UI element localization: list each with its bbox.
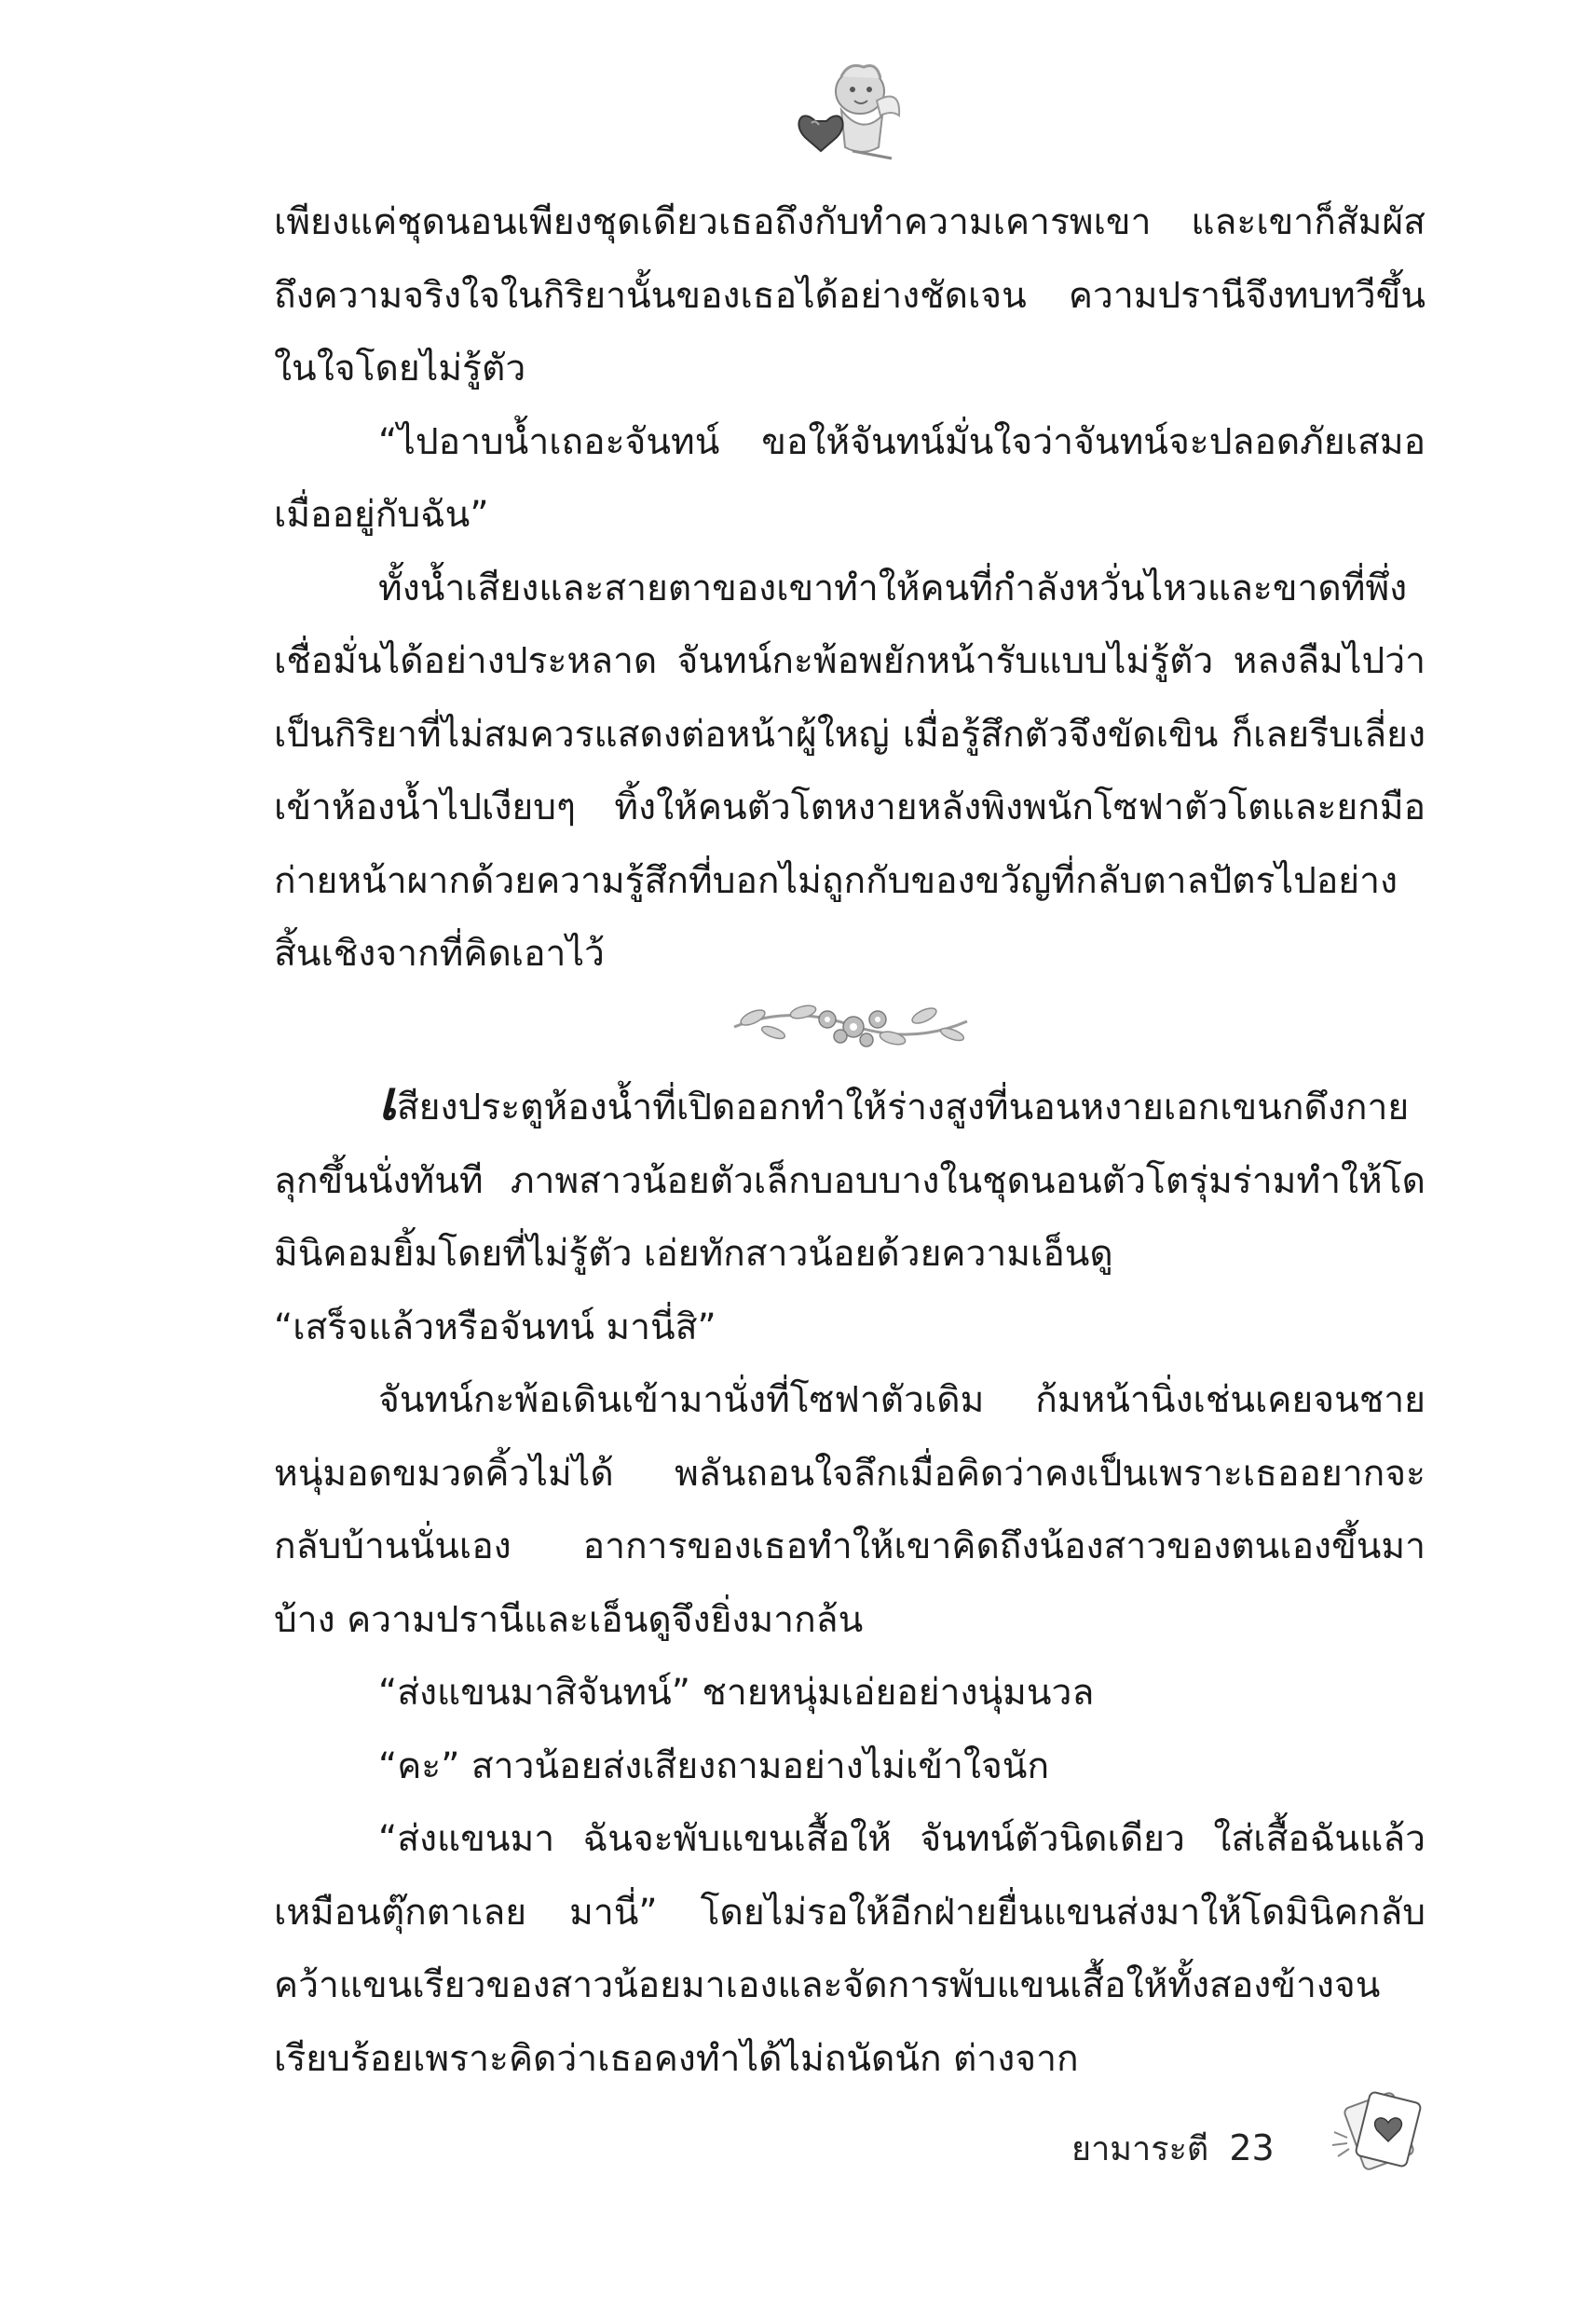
dropcap-paragraph-text: สียงประตูห้องน้ำที่เปิดออกทำให้ร่างสูงที่นอนหงายเอกเขนกดึงกายลุกขึ้นนั่งทันที ภาพสาวน้อยตัวเล็กบอบบางในชุดนอนตัวโตรุ่มร่ามทำให้โดมินิคอมยิ้มโดยที่ไม่รู้ตัว เอ่ยทักสาวน้อยด้วยความเอ็นดู [274, 1087, 1425, 1275]
paragraph: “เสร็จแล้วหรือจันทน์ มานี่สิ” [274, 1306, 716, 1348]
body-text-section-1 [274, 186, 1425, 991]
dropcap-paragraph [274, 1069, 1425, 1292]
cupid-with-heart-icon [787, 54, 908, 164]
paragraph: “ไปอาบน้ำเถอะจันทน์ ขอให้จันทน์มั่นใจว่าจันทน์จะปลอดภัยเสมอเมื่ออยู่กับฉัน” [274, 420, 1425, 536]
paragraph: ทั้งน้ำเสียงและสายตาของเขาทำให้คนที่กำลังหวั่นไหวและขาดที่พึ่งเชื่อมั่นได้อย่างประหลาด จันทน์กะพ้อพยักหน้ารับแบบไม่รู้ตัว หลงลืมไปว่าเป็นกิริยาที่ไม่สมควรแสดงต่อหน้าผู้ใหญ่ เมื่อรู้สึกตัวจึงขัดเขิน ก็เลยรีบเลี่ยงเข้าห้องน้ำไปเงียบๆ ทิ้งให้คนตัวโตหงายหลังพิงพนักโซฟาตัวโตและยกมือก่ายหน้าผากด้วยความรู้สึกที่บอกไม่ถูกกับของขวัญที่กลับตาลปัตรไปอย่างสิ้นเชิงจากที่คิดเอาไว้ [274, 567, 1425, 975]
paragraph: “ส่งแขนมาสิจันทน์” ชายหนุ่มเอ่ยอย่างนุ่มนวล [378, 1672, 1095, 1714]
heart-card-icon [1330, 2085, 1433, 2175]
page-footer [1071, 2115, 1275, 2181]
body-text-section-2 [274, 1069, 1425, 2096]
paragraph: จันทน์กะพ้อเดินเข้ามานั่งที่โซฟาตัวเดิม ก้มหน้านิ่งเช่นเคยจนชายหนุ่มอดขมวดคิ้วไม่ได้ พลันถอนใจลึกเมื่อคิดว่าคงเป็นเพราะเธออยากจะกลับบ้านนั่นเอง อาการของเธอทำให้เขาคิดถึงน้องสาวของตนเองขึ้นมาบ้าง ความปรานีและเอ็นดูจึงยิ่งมากล้น [274, 1379, 1425, 1641]
floral-branch-divider-icon [725, 995, 976, 1051]
paragraph: “คะ” สาวน้อยส่งเสียงถามอย่างไม่เข้าใจนัก [378, 1744, 1050, 1787]
drop-cap-letter: เ [378, 1069, 397, 1132]
page-number: 23 [1229, 2127, 1275, 2168]
paragraph: เพียงแค่ชุดนอนเพียงชุดเดียวเธอถึงกับทำความเคารพเขา และเขาก็สัมผัสถึงความจริงใจในกิริยานั้นของเธอได้อย่างชัดเจน ความปรานีจึงทบทวีขึ้นในใจโดยไม่รู้ตัว [274, 201, 1425, 390]
book-title: ยามาระตี [1071, 2129, 1209, 2168]
paragraph: “ส่งแขนมา ฉันจะพับแขนเสื้อให้ จันทน์ตัวนิดเดียว ใส่เสื้อฉันแล้วเหมือนตุ๊กตาเลย มานี่” โดยไม่รอให้อีกฝ่ายยื่นแขนส่งมาให้โดมินิคกลับคว้าแขนเรียวของสาวน้อยมาเองและจัดการพับแขนเสื้อให้ทั้งสองข้างจนเรียบร้อยเพราะคิดว่าเธอคงทำได้ไม่ถนัดนัก ต่างจาก [274, 1818, 1425, 2080]
